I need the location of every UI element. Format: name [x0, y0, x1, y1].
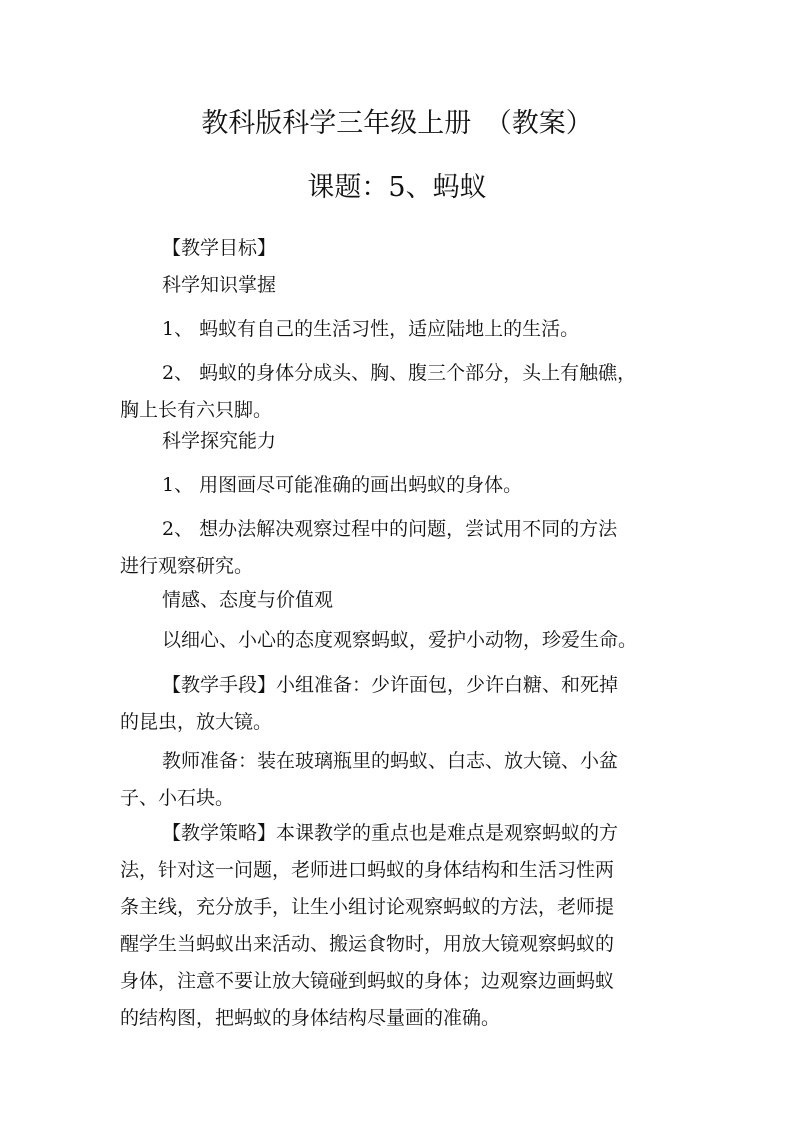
teaching-strategy-line-2: 法，针对这一问题，老师进口蚂蚁的身体结构和生活习性两 [120, 859, 615, 881]
inquiry-item-2-line-1: 2、 想办法解决观察过程中的问题，尝试用不同的方法 [162, 518, 618, 540]
attitude-text: 以细心、小心的态度观察蚂蚁，爱护小动物，珍爱生命。 [162, 629, 638, 651]
teaching-strategy-line-1: 【教学策略】本课教学的重点也是难点是观察蚂蚁的方 [162, 822, 619, 844]
inquiry-item-2 [120, 511, 676, 585]
knowledge-item-2-line-1: 2、 蚂蚁的身体分成头、胸、腹三个部分，头上有触礁， [162, 362, 637, 384]
teaching-strategy [120, 815, 676, 1037]
teacher-preparation [120, 743, 676, 817]
document-title: 教科版科学三年级上册 （教案） [201, 108, 593, 139]
teacher-preparation-line-2: 子、小石块。 [120, 787, 235, 809]
lesson-subtitle: 课题：5、蚂蚁 [307, 172, 487, 203]
teaching-strategy-line-4: 醒学生当蚂蚁出来活动、搬运食物时，用放大镜观察蚂蚁的 [120, 933, 615, 955]
inquiry-item-2-line-2: 进行观察研究。 [120, 555, 254, 577]
inquiry-item-1: 1、 用图画尽可能准确的画出蚂蚁的身体。 [162, 474, 523, 496]
teaching-strategy-line-3: 条主线，充分放手，让生小组讨论观察蚂蚁的方法，老师提 [120, 896, 615, 918]
teaching-means-line-1: 【教学手段】小组准备：少许面包，少许白糖、和死掉 [162, 674, 619, 696]
knowledge-item-2 [120, 355, 676, 429]
attitude-heading: 情感、态度与价值观 [162, 589, 334, 611]
knowledge-heading: 科学知识掌握 [162, 274, 277, 296]
teacher-preparation-line-1: 教师准备：装在玻璃瓶里的蚂蚁、白志、放大镜、小盆 [162, 750, 619, 772]
knowledge-item-2-line-2: 胸上长有六只脚。 [120, 399, 273, 421]
knowledge-item-1: 1、 蚂蚁有自己的生活习性，适应陆地上的生活。 [162, 318, 580, 340]
teaching-strategy-line-5: 身体，注意不要让放大镜碰到蚂蚁的身体；边观察边画蚂蚁 [120, 970, 615, 992]
goals-heading: 【教学目标】 [162, 237, 277, 259]
teaching-means-line-2: 的昆虫，放大镜。 [120, 711, 273, 733]
teaching-strategy-line-6: 的结构图，把蚂蚁的身体结构尽量画的准确。 [120, 1007, 501, 1029]
teaching-means [120, 667, 676, 741]
inquiry-heading: 科学探究能力 [162, 430, 277, 452]
